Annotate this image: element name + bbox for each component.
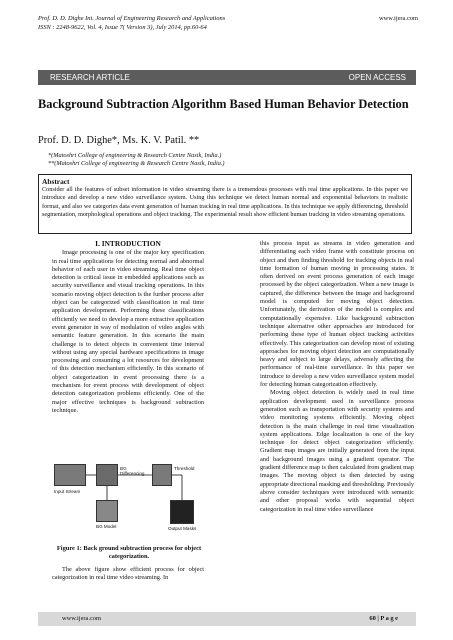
journal-name: Prof. D. D. Dighe Int. Journal of Engineering Research and Applications: [38, 15, 226, 22]
intro-paragraph-2: The above figure show efficient process for object categorization in real time video streaming. In: [52, 566, 204, 582]
section-heading-introduction: I. INTRODUCTION: [95, 239, 161, 248]
page-footer: [38, 612, 416, 626]
abstract-heading: Abstract: [42, 177, 70, 186]
page-number: 60 | P a g e: [369, 615, 398, 622]
input-stream-label: Input Stream: [54, 489, 81, 494]
affiliation-2: **(Matoshri College of engineering & Research Centre Nasik, India.): [48, 160, 225, 167]
affiliation-1: *(Matoshri College of engineering & Research Centre Nasik, India.): [48, 152, 222, 159]
output-masks-label: Output Masks: [168, 526, 197, 531]
figure-1-caption: Figure 1: Back ground subtraction process for object categorization.: [56, 545, 202, 560]
right-paragraph-1: this process input as streams in video generation and differentiating each video frame with constitute process on object and then finding threshold for tracking objects in real time formation of human moving in processing states. It often derived on event process generation of each image processed by the object categorization. When a new image is captured, the difference between the image and background model is computed for moving object detection. Unfortunately, the derivation of the model is complex and computationally expensive. Like background subtraction technique alternative other approaches are introduced for performing these type of human object tracking activities effectively. This categorization can develop most of existing approaches for moving object detection are computationally heavy and subject to large delays, adversely affecting the performance of real-time surveillance. In this paper we introduce to develop a new video surveillance system model for detecting human categorization effectively.: [260, 240, 414, 389]
open-access-label: OPEN ACCESS: [348, 73, 406, 82]
intro-paragraph-1: Image processing is one of the major key specification in real time applications for detecting normal and abnormal behavior of each user in video streaming. Real time object detection is critical issue in embedded applications such as security surveillance and visual tracking operations. In this scenario moving object detection is the further process after object can be categorized with classification in real time application development. Performing these classifications efficiently we need to develop a more extractive application event generator in way of modulation of video angles with semantic feature generation. In this scenario the main challenge is to detect objects in convenient time interval without using any special hardware specifications in image processing and consuming a lot resources for development of this detection mechanism efficiently. In this scenario of object categorization in event processing there is a mechanism for event process with development of object detection categorization problems efficiently. One of the major effective techniques is background subtraction technique.: [52, 249, 204, 414]
right-column: [260, 240, 414, 514]
threshold-label: Threshold: [174, 466, 195, 471]
left-column-bottom: [52, 566, 204, 583]
research-article-label: RESEARCH ARTICLE: [50, 73, 130, 82]
abstract-text: Consider all the features of subset information in video streaming there is a tremendous processes with real time applications. In this paper we introduce and develop a new video surveillance system. Using this technique we detect human normal and exponential behaviors in realistic format, and also we categories data event generation of human tracking in real time applications. In this technique we apply differencing, threshold segmentation, morphological operations and object tracking. The experimental result show efficient human tracking in video streaming operations.: [42, 186, 408, 218]
left-column-top: [52, 240, 204, 415]
footer-site-link[interactable]: www.ijera.com: [62, 615, 101, 622]
running-header: [38, 14, 418, 32]
paper-title: Background Subtraction Algorithm Based Human Behavior Detection: [38, 97, 409, 111]
article-banner: [38, 70, 416, 85]
abstract-box: [38, 174, 412, 234]
figure-1-diagram: [52, 462, 202, 542]
bg-differencing-label: BG Differencing: [120, 466, 145, 476]
author-line: Prof. D. D. Dighe*, Ms. K. V. Patil. **: [38, 135, 200, 146]
header-site-link[interactable]: www.ijera.com: [379, 15, 418, 22]
right-paragraph-2: Moving object detection is widely used in real time application development used in surveillance process generation such as transportation with security systems and video monitoring systems efficiently. Moving object detection is the main challenge in real time visualization system applications. Edge localization is one of the key technique for detect object categorization efficiently. Gradient map images are initially generated from the input and background images using a gradient operator. The gradient difference map is then calculated from gradient map images. The moving object is then detected by using appropriate directional masking and thresholding. Previously above consider techniques were introduced with semantic and other proposal works with sequential object categorization in real time video surveillance: [260, 389, 414, 513]
issn-line: ISSN : 2248-9622, Vol. 4, Issue 7( Version 3), July 2014, pp.60-64: [38, 24, 207, 31]
bg-model-label: BG Model: [96, 524, 117, 529]
